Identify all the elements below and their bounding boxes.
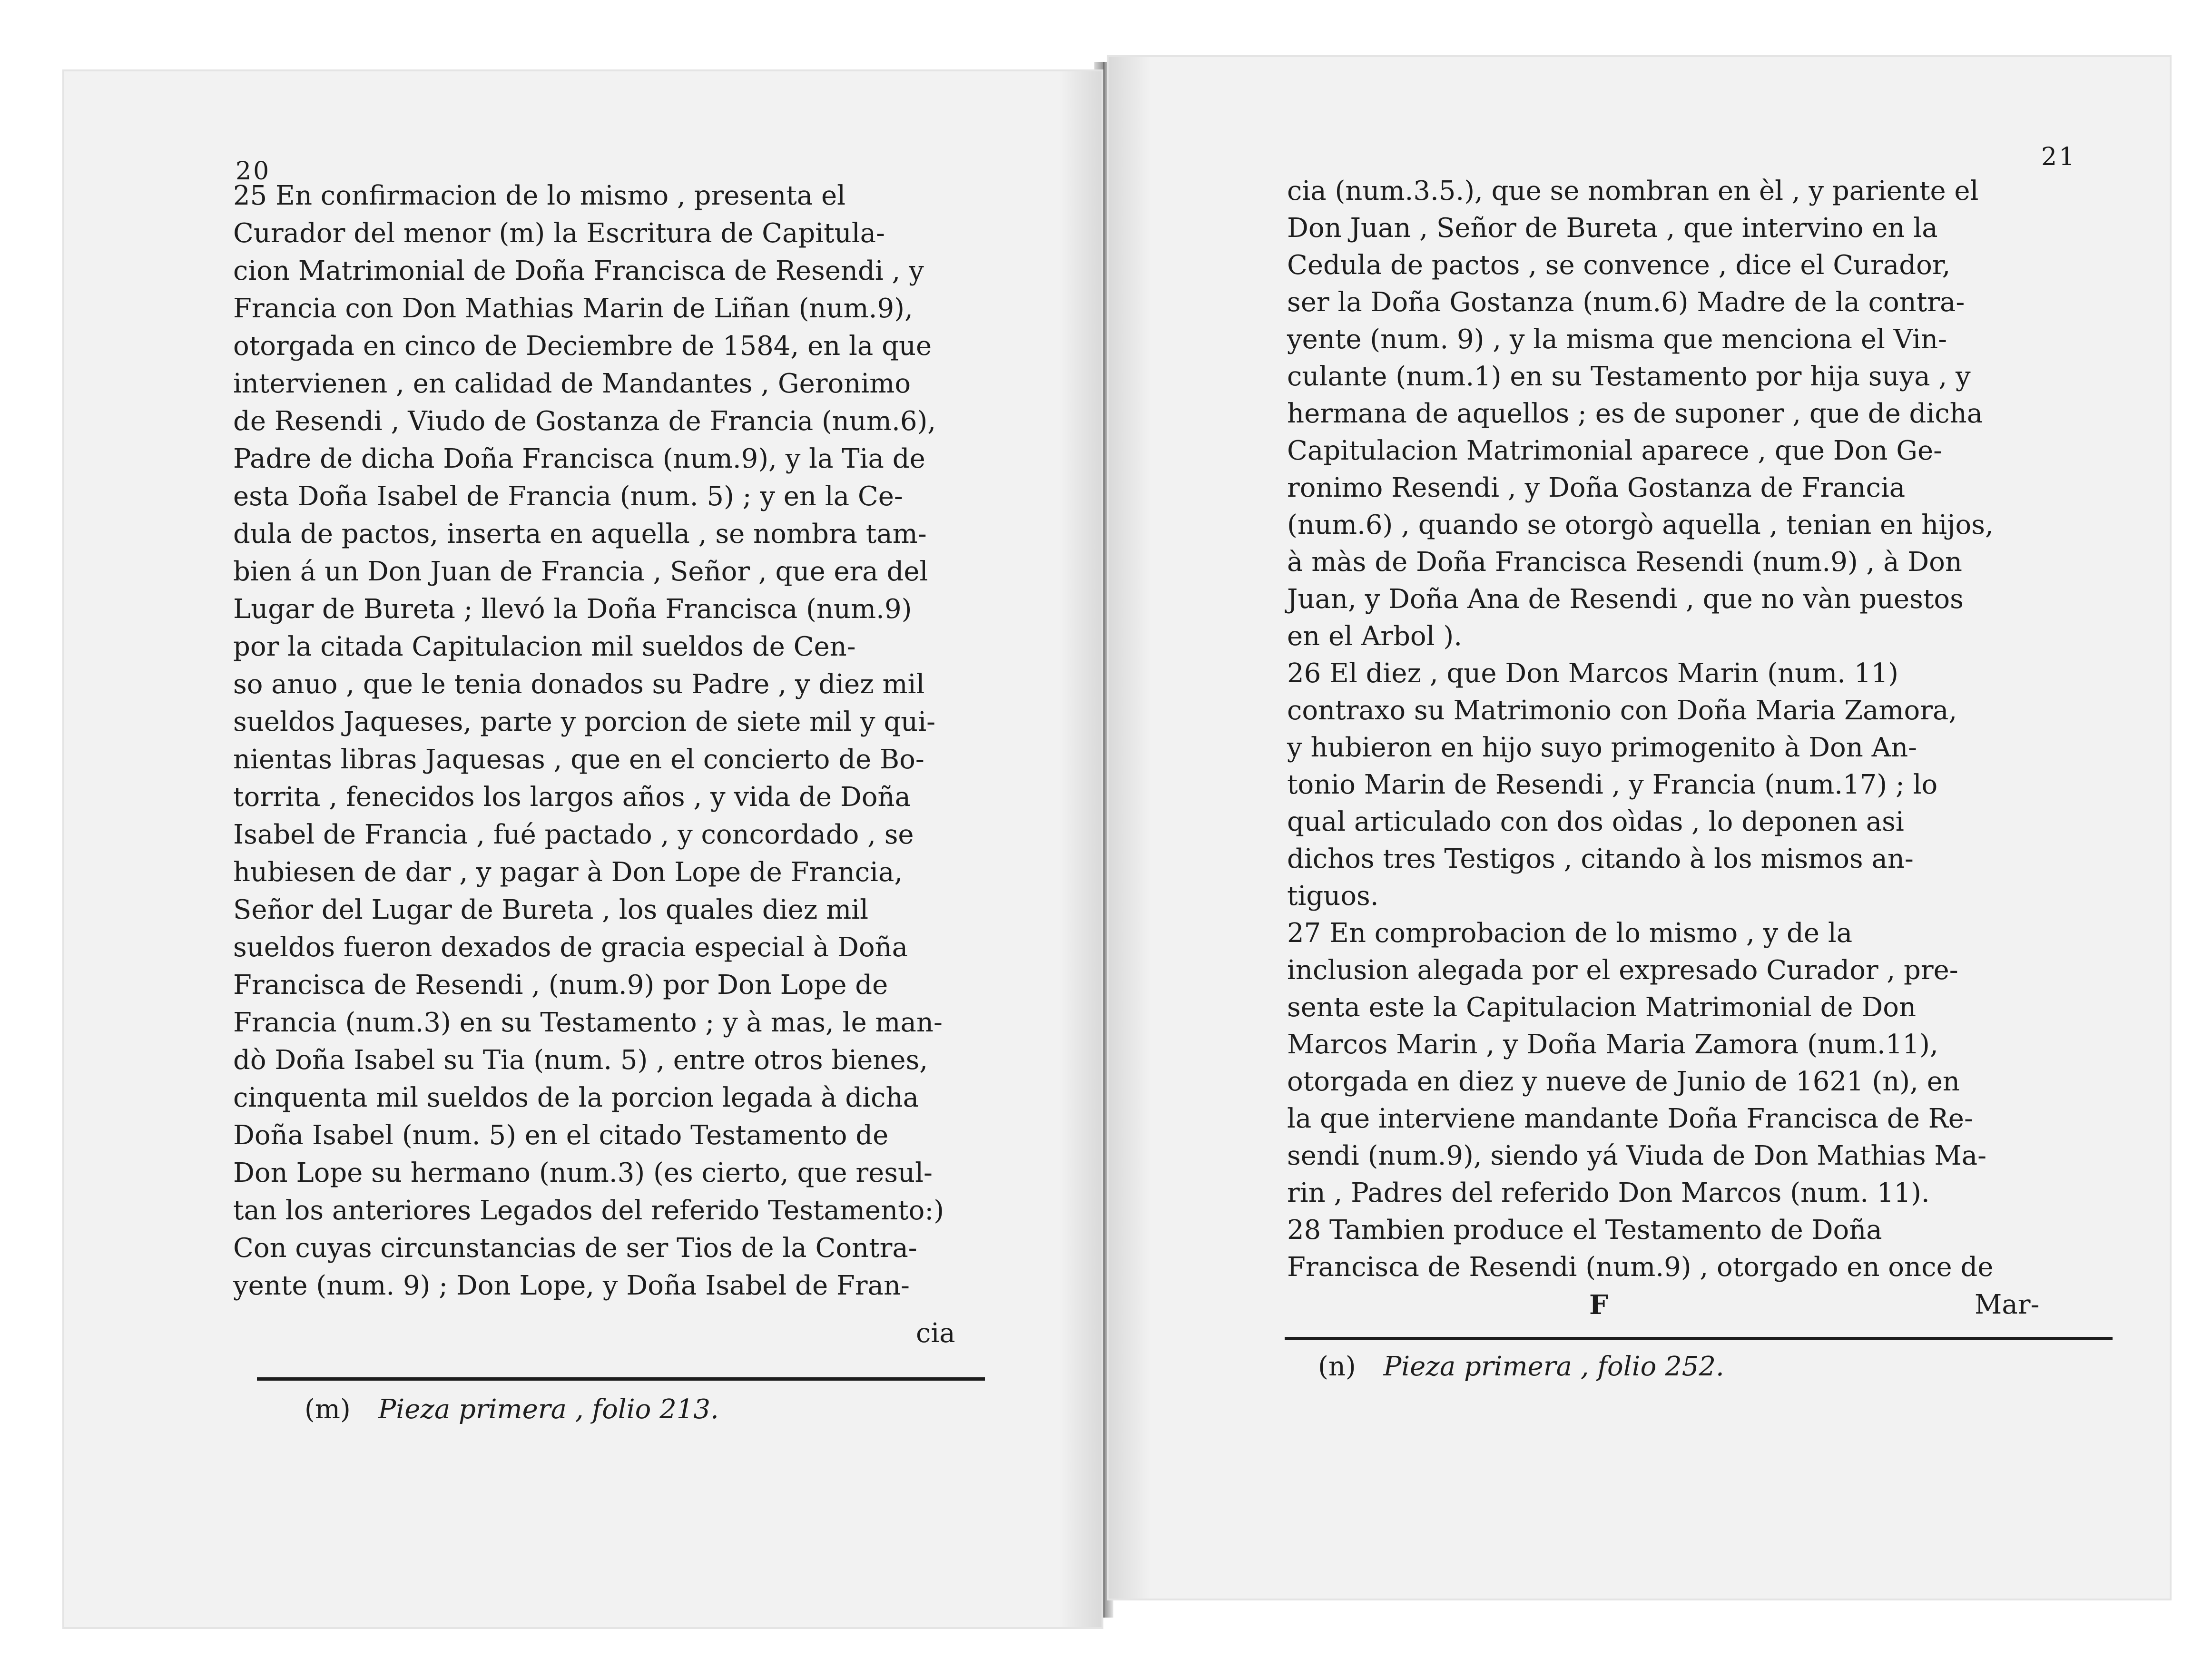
fold-shadow xyxy=(1059,71,1101,1627)
text-line: sueldos Jaqueses, parte y porcion de siete mil y qui- xyxy=(233,706,936,737)
text-line: intervienen , en calidad de Mandantes , Geronimo xyxy=(233,368,911,399)
text-line: Marcos Marin , y Doña Maria Zamora (num.11), xyxy=(1287,1029,1938,1060)
text-line: Francia con Don Mathias Marin de Liñan (num.9), xyxy=(233,293,913,324)
text-line: Francisca de Resendi (num.9) , otorgado en once de xyxy=(1287,1252,1994,1283)
text-line: de Resendi , Viudo de Gostanza de Francia (num.6), xyxy=(233,406,936,437)
page-number: 20 xyxy=(236,157,271,186)
text-line: Lugar de Bureta ; llevó la Doña Francisca (num.9) xyxy=(233,594,912,625)
catchword: Mar- xyxy=(1975,1289,2040,1320)
text-line: Cedula de pactos , se convence , dice el Curador, xyxy=(1287,250,1951,281)
text-line: nientas libras Jaquesas , que en el concierto de Bo- xyxy=(233,744,924,775)
text-line: hermana de aquellos ; es de suponer , que de dicha xyxy=(1287,398,1983,429)
text-line: 28 Tambien produce el Testamento de Doña xyxy=(1287,1215,1882,1246)
text-line: 26 El diez , que Don Marcos Marin (num. 11) xyxy=(1287,658,1898,689)
text-line: Francia (num.3) en su Testamento ; y à mas, le man- xyxy=(233,1007,943,1038)
text-line: tonio Marin de Resendi , y Francia (num.17) ; lo xyxy=(1287,769,1938,800)
footnote-rule xyxy=(257,1377,985,1381)
text-line: cia (num.3.5.), que se nombran en èl , y pariente el xyxy=(1287,176,1979,206)
text-line: bien á un Don Juan de Francia , Señor , que era del xyxy=(233,556,928,587)
text-line: Isabel de Francia , fué pactado , y concordado , se xyxy=(233,819,914,850)
text-line: rin , Padres del referido Don Marcos (num. 11). xyxy=(1287,1177,1930,1208)
footnote-rule xyxy=(1285,1337,2113,1340)
text-line: 27 En comprobacion de lo mismo , y de la xyxy=(1287,918,1853,949)
text-line: à màs de Doña Francisca Resendi (num.9) , à Don xyxy=(1287,547,1962,578)
signature-mark: F xyxy=(1589,1289,1608,1321)
text-line: Francisca de Resendi , (num.9) por Don Lope de xyxy=(233,970,888,1001)
text-line: ronimo Resendi , y Doña Gostanza de Francia xyxy=(1287,472,1906,503)
text-line: Don Lope su hermano (num.3) (es cierto, que resul- xyxy=(233,1158,933,1188)
text-line: so anuo , que le tenia donados su Padre , y diez mil xyxy=(233,669,925,700)
text-line: Con cuyas circunstancias de ser Tios de la Contra- xyxy=(233,1233,917,1264)
text-line: cinquenta mil sueldos de la porcion legada à dicha xyxy=(233,1082,919,1113)
text-line: la que interviene mandante Doña Francisca de Re- xyxy=(1287,1103,1973,1134)
text-line: tan los anteriores Legados del referido Testamento:) xyxy=(233,1195,944,1226)
text-line: dula de pactos, inserta en aquella , se nombra tam- xyxy=(233,519,927,549)
text-line: Don Juan , Señor de Bureta , que intervino en la xyxy=(1287,213,1938,244)
text-line: culante (num.1) en su Testamento por hija suya , y xyxy=(1287,361,1971,392)
text-line: esta Doña Isabel de Francia (num. 5) ; y en la Ce- xyxy=(233,481,903,512)
footnote xyxy=(1318,1351,1724,1382)
text-line: Capitulacion Matrimonial aparece , que Don Ge- xyxy=(1287,435,1943,466)
text-line: torrita , fenecidos los largos años , y vida de Doña xyxy=(233,782,911,813)
text-line: inclusion alegada por el expresado Curador , pre- xyxy=(1287,955,1958,986)
text-line: dò Doña Isabel su Tia (num. 5) , entre otros bienes, xyxy=(233,1045,928,1076)
footnote-text: Pieza primera , folio 213. xyxy=(378,1394,719,1425)
text-line: cion Matrimonial de Doña Francisca de Resendi , y xyxy=(233,255,924,286)
footnote-label: (n) xyxy=(1318,1351,1356,1382)
text-line: en el Arbol ). xyxy=(1287,621,1462,652)
text-line: sendi (num.9), siendo yá Viuda de Don Mathias Ma- xyxy=(1287,1140,1987,1171)
text-line: otorgada en cinco de Deciembre de 1584, en la que xyxy=(233,331,932,362)
fold-shadow xyxy=(1109,57,1151,1599)
text-line: dichos tres Testigos , citando à los mismos an- xyxy=(1287,844,1914,874)
text-line: por la citada Capitulacion mil sueldos de Cen- xyxy=(233,631,856,662)
text-line: y hubieron en hijo suyo primogenito à Don An- xyxy=(1287,732,1917,763)
left-page xyxy=(64,71,1101,1627)
footnote-text: Pieza primera , folio 252. xyxy=(1383,1351,1724,1382)
text-line: 25 En confirmacion de lo mismo , presenta el xyxy=(233,180,846,211)
text-line: Curador del menor (m) la Escritura de Capitula- xyxy=(233,218,885,249)
text-line: otorgada en diez y nueve de Junio de 1621 (n), en xyxy=(1287,1066,1960,1097)
page-number: 21 xyxy=(2041,143,2077,171)
text-line: Padre de dicha Doña Francisca (num.9), y la Tia de xyxy=(233,443,925,474)
text-line: sueldos fueron dexados de gracia especial à Doña xyxy=(233,932,908,963)
text-line: hubiesen de dar , y pagar à Don Lope de Francia, xyxy=(233,857,903,888)
text-line: Juan, y Doña Ana de Resendi , que no vàn puestos xyxy=(1287,584,1964,615)
catchword: cia xyxy=(916,1318,955,1349)
text-line: qual articulado con dos oìdas , lo deponen asi xyxy=(1287,806,1904,837)
text-line: Doña Isabel (num. 5) en el citado Testamento de xyxy=(233,1120,889,1151)
text-line: yente (num. 9) ; Don Lope, y Doña Isabel de Fran- xyxy=(233,1270,910,1301)
text-line: senta este la Capitulacion Matrimonial de Don xyxy=(1287,992,1917,1023)
text-line: (num.6) , quando se otorgò aquella , tenian en hijos, xyxy=(1287,510,1994,540)
text-line: yente (num. 9) , y la misma que menciona el Vin- xyxy=(1287,324,1947,355)
text-line: ser la Doña Gostanza (num.6) Madre de la contra- xyxy=(1287,287,1965,318)
text-line: Señor del Lugar de Bureta , los quales diez mil xyxy=(233,894,869,925)
right-page xyxy=(1109,57,2170,1599)
footnote-label: (m) xyxy=(305,1394,351,1425)
footnote xyxy=(305,1394,719,1425)
text-line: tiguos. xyxy=(1287,881,1379,912)
text-line: contraxo su Matrimonio con Doña Maria Zamora, xyxy=(1287,695,1957,726)
